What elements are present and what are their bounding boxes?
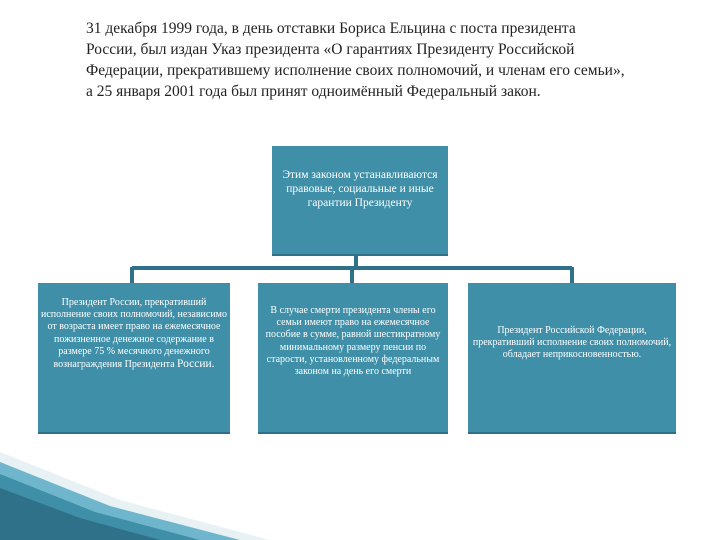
child-node-pension-last-word: России.	[177, 358, 215, 371]
root-node-text: Этим законом устанавливаются правовые, социальные и иные гарантии Президенту	[282, 169, 438, 209]
intro-paragraph: 31 декабря 1999 года, в день отставки Бориса Ельцина с поста президента России, был издан Указ президента «О гарантиях Президенту Российской Федерации, прекратившему исполнение своих полномочий, и членам его семьи», а 25 января 2001 года был принят одноимённый Федеральный закон.	[86, 20, 625, 100]
child-node-immunity-text: Президент Российской Федерации, прекративший исполнение своих полномочий, обладает неприкосновенностью.	[472, 325, 672, 361]
child-node-pension-text: Президент России, прекративший исполнение своих полномочий, независимо от возраста имеет право на ежемесячное пожизненное денежное содержание в размере 75 % месячного денежного вознаграждения Президента	[40, 297, 228, 371]
child-node-family-benefit-text: В случае смерти президента члены его семьи имеют право на ежемесячное пособие в сумме, равной шестикратному минимальному размеру пенсии по старости, установленному федеральным законом на день его смерти	[265, 305, 441, 378]
